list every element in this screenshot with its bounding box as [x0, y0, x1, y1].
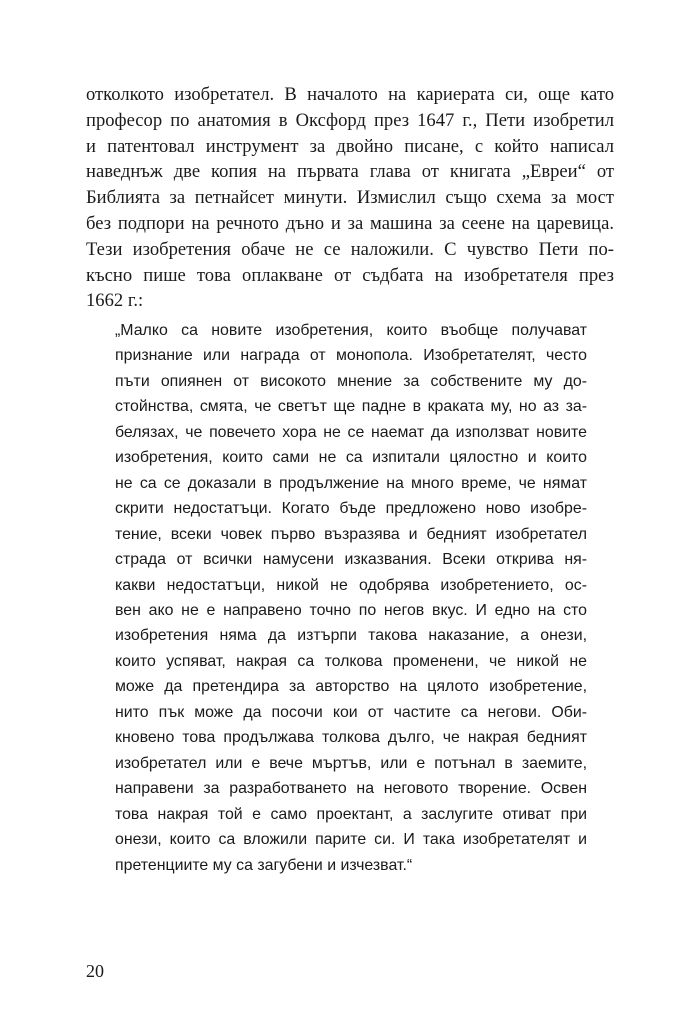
quote-line: може да претендира за авторство на цялото изобретение, [115, 678, 587, 696]
quote-line: изобретения, които сами не са изпитали цялостно и които [115, 449, 587, 467]
quote-line: белязах, че повечето хора не се наемат да използват новите [115, 423, 587, 441]
body-line: Тези изобретения обаче не се наложили. С чувство Пети по- [86, 238, 614, 260]
body-line: 1662 г.: [86, 290, 144, 312]
body-line: без подпори на речното дъно и за машина за сеене на царевица. [86, 212, 614, 234]
quote-line: страда от всички намусени изказвания. Всеки открива ня- [115, 551, 587, 569]
quote-line: не са се доказали в продължение на много време, че нямат [115, 474, 587, 492]
block-quote [115, 318, 587, 878]
page-number: 20 [86, 961, 104, 981]
body-line: и патентовал инструмент за двойно писане, с който написал [86, 135, 614, 157]
quote-line: скрити недостатъци. Когато бъде предложено ново изобре- [115, 500, 587, 518]
quote-line: вен ако не е направено точно по негов вкус. И едно на сто [115, 601, 587, 619]
quote-line: които успяват, накрая са толкова променени, че никой не [115, 652, 587, 670]
quote-line: това накрая той е само проектант, а заслугите отиват при [115, 805, 587, 823]
body-line: отколкото изобретател. В началото на кариерата си, още като [86, 84, 614, 105]
quote-line: кновено това продължава толкова дълго, че накрая бедният [115, 729, 587, 747]
quote-line: „Малко са новите изобретения, които въобще получават [115, 322, 587, 339]
quote-line: претенциите му са загубени и изчезват.“ [115, 856, 413, 874]
body-line: Библията за петнайсет минути. Измислил също схема за мост [86, 187, 614, 209]
quote-line: тение, всеки човек първо възразява и бедният изобретател [115, 525, 587, 543]
quote-line: онези, които са вложили парите си. И така изобретателят и [115, 831, 587, 849]
body-line: късно пише това оплакване от съдбата на изобретателя през [86, 264, 614, 286]
quote-line: признание или награда от монопола. Изобретателят, често [115, 347, 587, 365]
body-line: наведнъж две копия на първата глава от книгата „Евреи“ от [86, 161, 614, 183]
body-paragraph [86, 82, 614, 314]
body-line: професор по анатомия в Оксфорд през 1647 г., Пети изобретил [86, 109, 614, 131]
quote-line: нито пък може да посочи кои от частите са негови. Оби- [115, 703, 587, 721]
quote-line: направени за разработването на неговото творение. Освен [115, 780, 587, 798]
quote-line: изобретения няма да изтърпи такова наказание, а онези, [115, 627, 587, 645]
quote-line: пъти опиянен от високото мнение за собствените му до- [115, 372, 587, 390]
quote-line: какви недостатъци, никой не одобрява изобретението, ос- [115, 576, 587, 594]
quote-line: изобретател или е вече мъртъв, или е потънал в заемите, [115, 754, 587, 772]
quote-line: стойнства, смята, че светът ще падне в краката му, но аз за- [115, 398, 587, 416]
